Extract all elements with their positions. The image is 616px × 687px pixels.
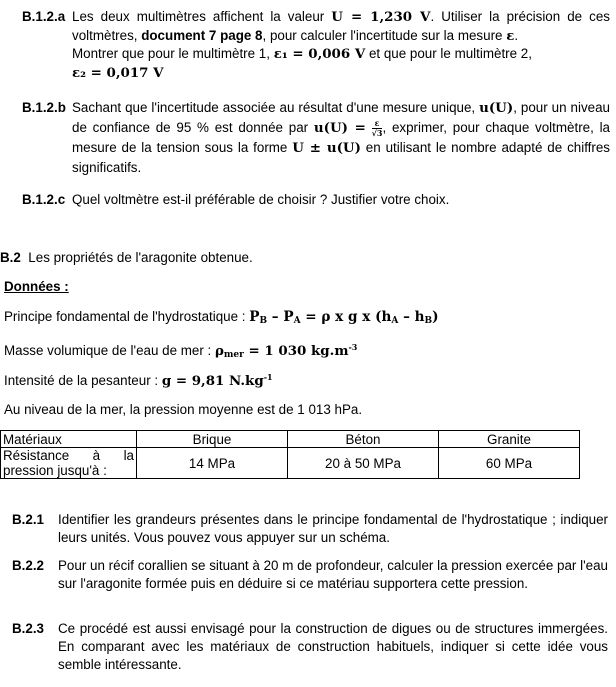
table-cell: 60 MPa [439, 448, 580, 479]
document-reference: document 7 page 8 [141, 27, 263, 43]
question-b22: B.2.2 Pour un récif corallien se situant à 20 m de profondeur, calculer la pression exercée par l'eau sur l'aragonite formée puis en déduire si ce matériau supportera cette pression. [12, 558, 608, 591]
donnees-label: Données : [4, 279, 69, 294]
question-number: B.2.1 [12, 512, 45, 527]
table-header-row [1, 431, 580, 448]
masse-line: Masse volumique de l'eau de mer : $\rho_{mer} = 1$ 030 $kg.m^{-3}$ [4, 342, 358, 360]
table-header: Brique [137, 431, 288, 448]
voltage-value: U = 1,230 V [331, 9, 431, 25]
pression-line: Au niveau de la mer, la pression moyenne est de 1 013 hPa. [4, 402, 363, 417]
question-number: B.1.2.b [22, 100, 66, 115]
question-number: B.1.2.c [22, 192, 66, 207]
question-number: B.1.2.a [22, 9, 66, 24]
table-cell: 20 à 50 MPa [288, 448, 439, 479]
epsilon1-value: ε₁ = 0,006 V [273, 46, 366, 62]
question-b12c: B.1.2.c Quel voltmètre est-il préférable de choisir ? Justifier votre choix. [22, 191, 610, 210]
gravite-line: Intensité de la pesanteur : g = 9,81 $N.kg^{-1}$ [4, 372, 273, 389]
question-b12b: B.1.2.b Sachant que l'incertitude associée au résultat d'une mesure unique, u(U), pour un niveau de confiance de 95 % est donnée par u(U) = $\frac{\varepsilon}{√3}$ , exprimer, pour chaque voltmètre, la mesure de la tension sous la forme U ± u(U) en utilisant le nombre adapté de chiffres significatifs. [22, 100, 610, 175]
table-row [1, 448, 580, 479]
gravite-equation: g = 9,81 $N.kg^{-1}$ [161, 372, 273, 389]
materials-table [0, 430, 580, 479]
question-b21: B.2.1 Identifier les grandeurs présentes dans le principe fondamental de l'hydrostatique ; indiquer leurs unités. Vous pouvez vous appuyer sur un schéma. [12, 512, 608, 545]
principe-line: Principe fondamental de l'hydrostatique : $P_B - P_A = \rho$ x g x $(h_A - h_B)$ [4, 309, 439, 326]
question-number: B.2.2 [12, 558, 45, 573]
table-cell: 14 MPa [137, 448, 288, 479]
question-b23: B.2.3 Ce procédé est aussi envisagé pour la construction de digues ou de structures immergées. En comparant avec les matériaux de construction habituels, indiquer si cette idée vous semble intéressante. [12, 621, 608, 672]
table-row-label: Résistance à la pression jusqu'à : [1, 448, 137, 479]
uncertainty-fraction: $\frac{\varepsilon}{√3}$ [371, 117, 383, 138]
table-header: Béton [288, 431, 439, 448]
table-header: Matériaux [1, 431, 137, 448]
masse-equation: $\rho_{mer} = 1$ 030 $kg.m^{-3}$ [214, 342, 358, 360]
table-header: Granite [439, 431, 580, 448]
section-heading: B.2 Les propriétés de l'aragonite obtenue. [0, 250, 253, 265]
question-b12a: B.1.2.a Les deux multimètres affichent la valeur U = 1,230 V. Utiliser la précision de ces voltmètres, document 7 page 8, pour calculer l'incertitude sur la mesure ε. Montrer que pour le multimètre 1, ε₁ = 0,006 V et que pour le multimètre 2, ε₂ = 0,017 V [22, 9, 610, 81]
epsilon2-value: ε₂ = 0,017 V [72, 64, 164, 81]
principe-equation: $P_B - P_A = \rho$ x g x $(h_A - h_B)$ [249, 309, 439, 326]
question-number: B.2.3 [12, 621, 45, 636]
